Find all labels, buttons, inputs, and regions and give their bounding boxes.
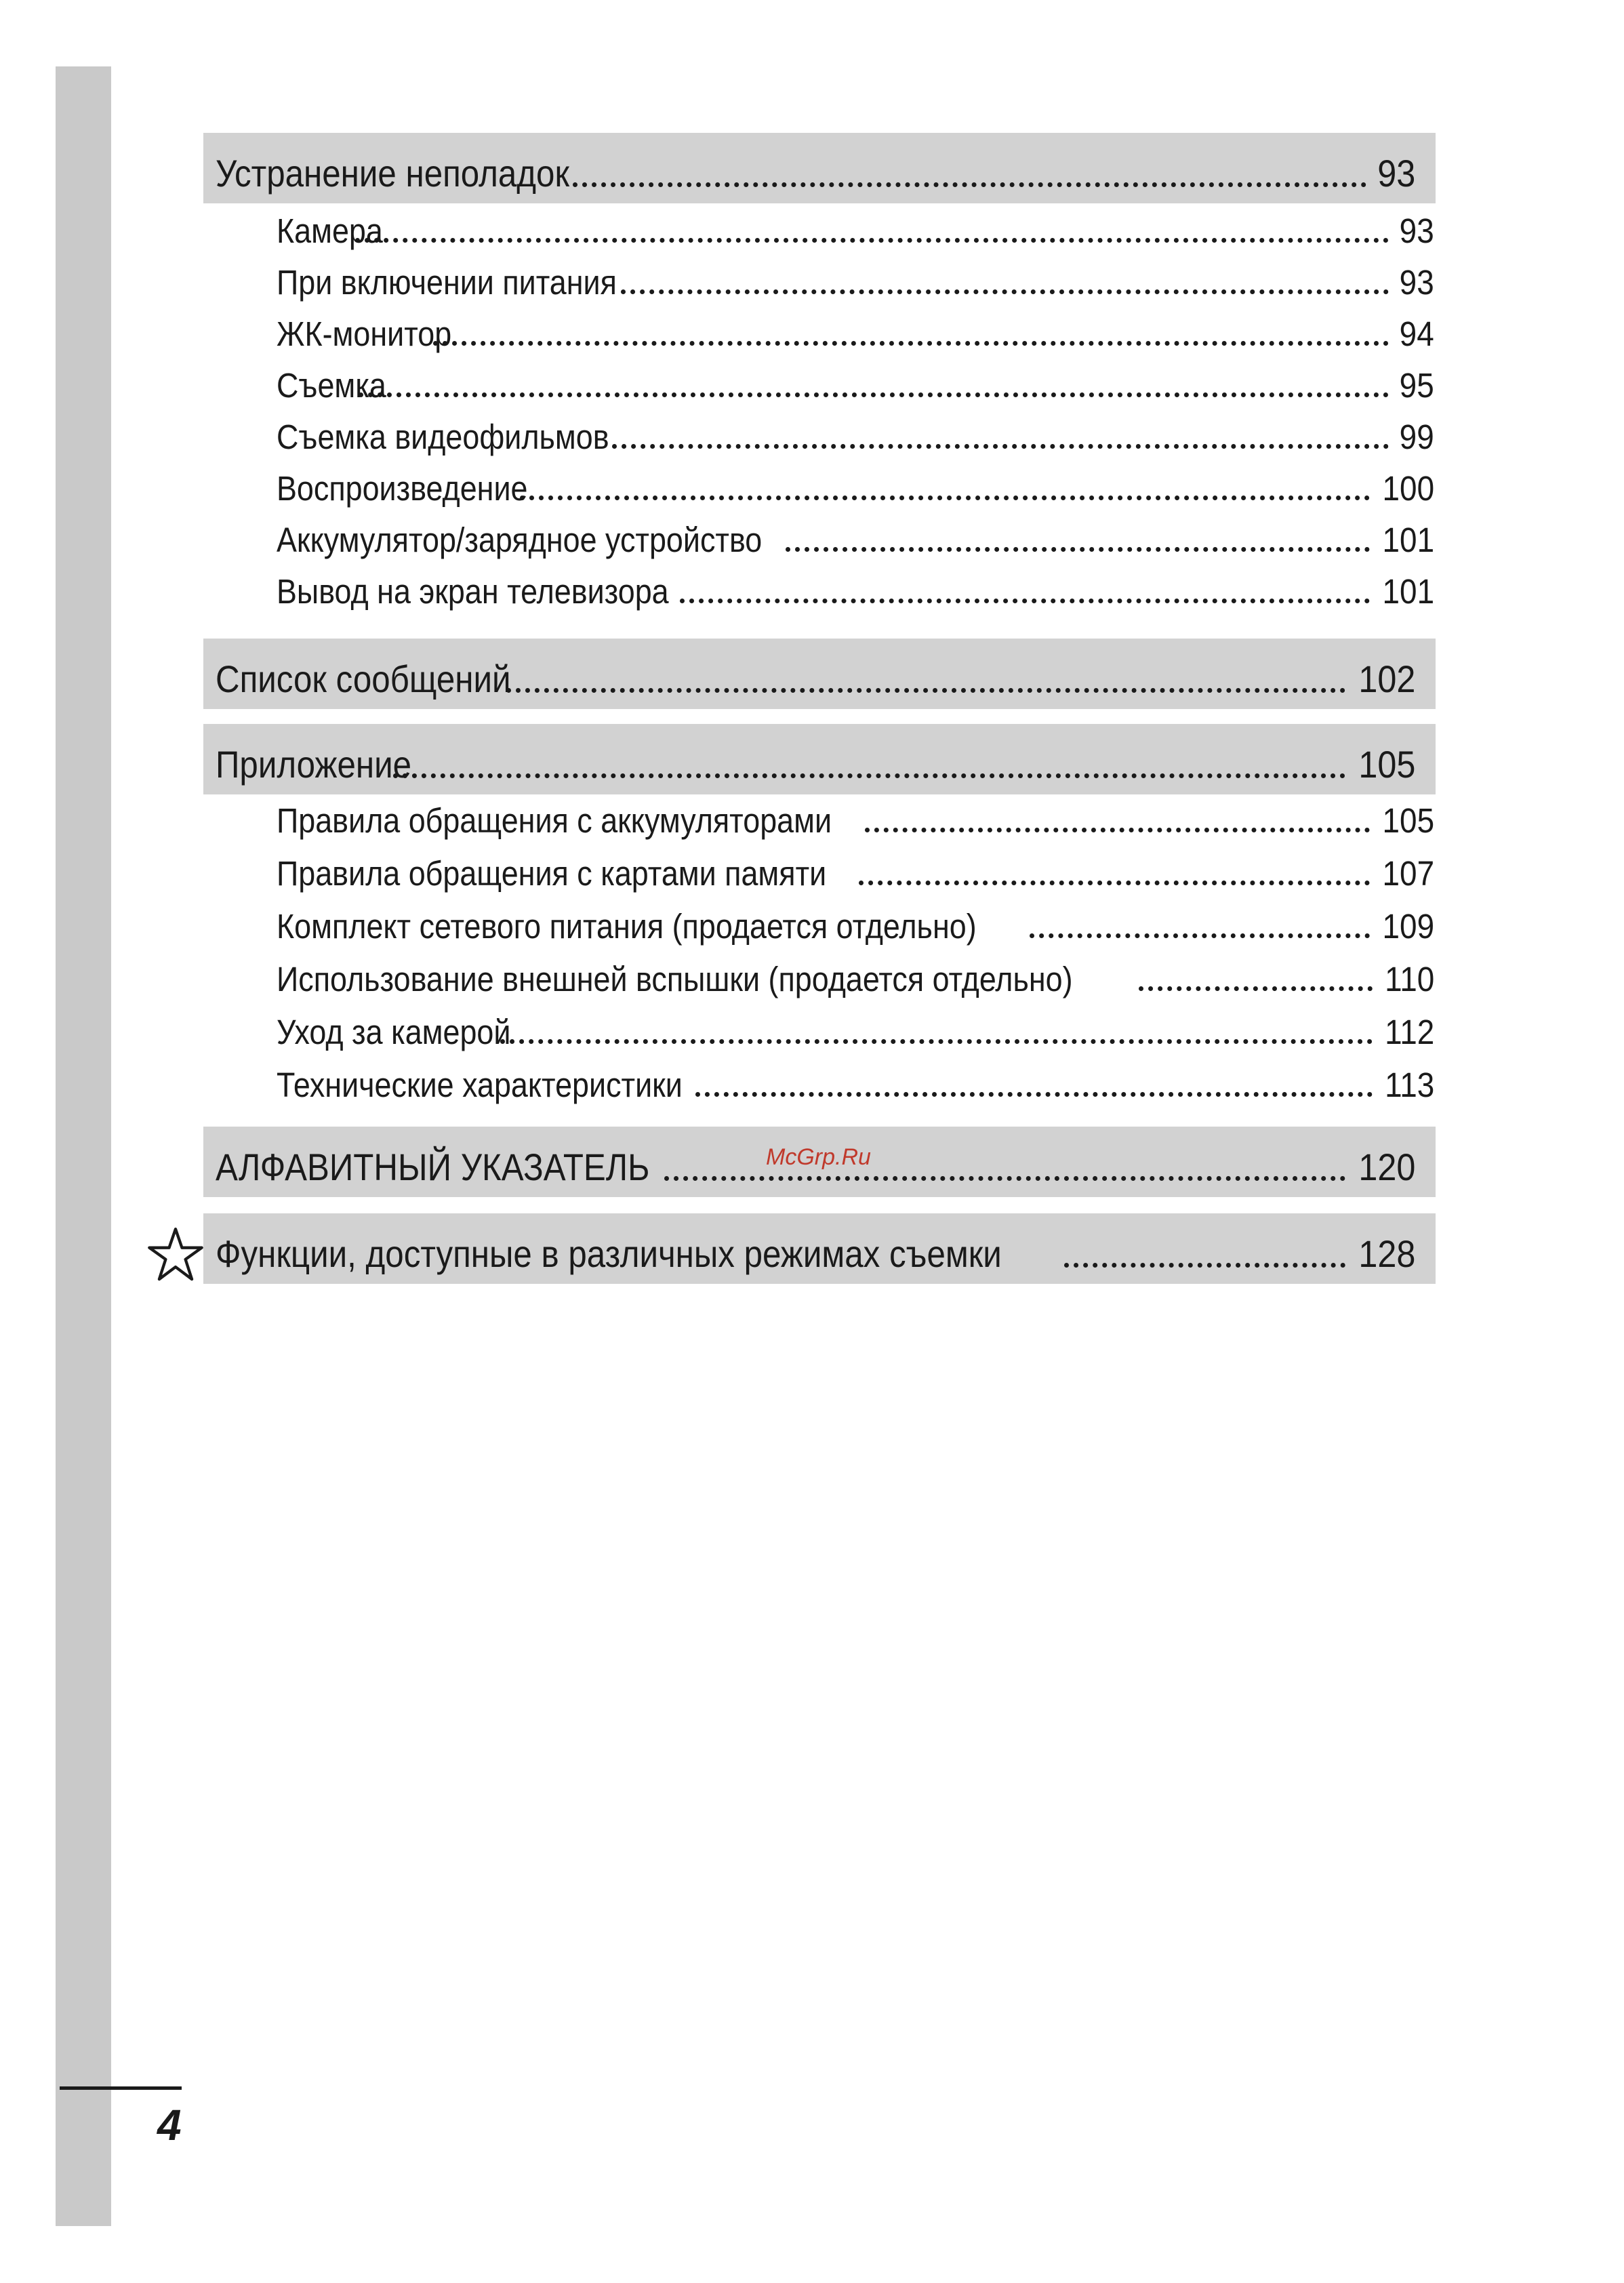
toc-item-shooting[interactable] (277, 362, 1434, 411)
toc-leader (1064, 1263, 1345, 1268)
toc-item-playback[interactable] (277, 465, 1434, 514)
star-icon (146, 1226, 205, 1284)
toc-item-camera-care[interactable] (277, 1009, 1434, 1057)
toc-page-number: 101 (1382, 521, 1434, 559)
page-number-rule (60, 2086, 182, 2090)
toc-section-appendix[interactable] (203, 724, 1436, 794)
toc-label: Использование внешней вспышки (продается отдельно) (277, 960, 1073, 998)
toc-page-number: 100 (1382, 469, 1434, 508)
toc-leader (506, 688, 1345, 693)
toc-leader (786, 547, 1369, 552)
toc-leader (393, 773, 1345, 778)
toc-leader (1030, 933, 1370, 938)
toc-label: Комплект сетевого питания (продается отдельно) (277, 907, 977, 946)
toc-leader (865, 828, 1370, 832)
toc-item-battery-handling[interactable] (277, 797, 1434, 846)
side-strip (56, 66, 111, 2226)
toc-item-tv-output[interactable] (277, 568, 1434, 617)
toc-page-number: 112 (1384, 1013, 1434, 1051)
toc-page-number: 105 (1358, 743, 1415, 786)
toc-page-number: 93 (1399, 211, 1434, 250)
toc-label: Функции, доступные в различных режимах съемки (216, 1232, 1002, 1275)
toc-page-number: 95 (1399, 366, 1434, 405)
toc-leader (664, 1176, 1345, 1181)
toc-label: Воспроизведение (277, 469, 528, 508)
toc-leader (500, 1039, 1373, 1044)
toc-label: Аккумулятор/зарядное устройство (277, 521, 763, 559)
toc-leader (680, 599, 1370, 603)
toc-page-number: 113 (1384, 1066, 1434, 1104)
toc-item-memory-card-handling[interactable] (277, 850, 1434, 899)
toc-label: АЛФАВИТНЫЙ УКАЗАТЕЛЬ (216, 1146, 650, 1188)
toc-item-power-on[interactable] (277, 259, 1434, 308)
toc-label: Съемка (277, 366, 386, 405)
toc-item-camera[interactable] (277, 207, 1434, 256)
toc-leader (612, 444, 1389, 449)
toc-section-messages[interactable] (203, 639, 1436, 709)
toc-item-external-flash[interactable] (277, 956, 1434, 1005)
toc-label: Технические характеристики (277, 1066, 683, 1104)
toc-leader (573, 182, 1366, 187)
toc-leader (621, 289, 1389, 294)
toc-leader (695, 1092, 1373, 1097)
toc-section-troubleshooting[interactable] (203, 133, 1436, 203)
toc-leader (1139, 986, 1372, 991)
toc-page-number: 99 (1399, 418, 1434, 456)
toc-label: При включении питания (277, 263, 617, 302)
toc-item-ac-adapter-kit[interactable] (277, 903, 1434, 952)
toc-label: Уход за камерой (277, 1013, 511, 1051)
toc-page-number: 101 (1382, 572, 1434, 611)
toc-label: Правила обращения с аккумуляторами (277, 801, 832, 840)
toc-item-movie-shooting[interactable] (277, 413, 1434, 462)
toc-label: Правила обращения с картами памяти (277, 854, 827, 893)
toc-label: Съемка видеофильмов (277, 418, 609, 456)
toc-section-mode-functions[interactable] (203, 1213, 1436, 1284)
toc-item-battery-charger[interactable] (277, 517, 1434, 565)
toc-page-number: 128 (1358, 1232, 1415, 1275)
page-number: 4 (157, 2101, 182, 2149)
toc-label: Устранение неполадок (216, 152, 570, 195)
toc-page-number: 120 (1358, 1146, 1415, 1188)
toc-page-number: 110 (1384, 960, 1434, 998)
watermark: McGrp.Ru (760, 1144, 876, 1171)
toc-label: Вывод на экран телевизора (277, 572, 669, 611)
toc-item-lcd-monitor[interactable] (277, 310, 1434, 359)
toc-label: Камера (277, 211, 383, 250)
toc-leader (355, 238, 1389, 243)
toc-leader (520, 496, 1370, 500)
toc-leader (433, 341, 1389, 346)
toc-label: ЖК-монитор (277, 315, 452, 353)
toc-label: Приложение (216, 743, 412, 786)
toc-page-number: 109 (1382, 907, 1434, 946)
toc-leader (859, 881, 1370, 885)
toc-page-number: 94 (1399, 315, 1434, 353)
toc-page-number: 105 (1382, 801, 1434, 840)
toc-page-number: 93 (1399, 263, 1434, 302)
toc-page-number: 93 (1377, 152, 1415, 195)
toc-item-specifications[interactable] (277, 1062, 1434, 1110)
toc-leader (359, 392, 1389, 397)
toc-label: Список сообщений (216, 658, 511, 700)
toc-page-number: 102 (1358, 658, 1415, 700)
toc-page-number: 107 (1382, 854, 1434, 893)
